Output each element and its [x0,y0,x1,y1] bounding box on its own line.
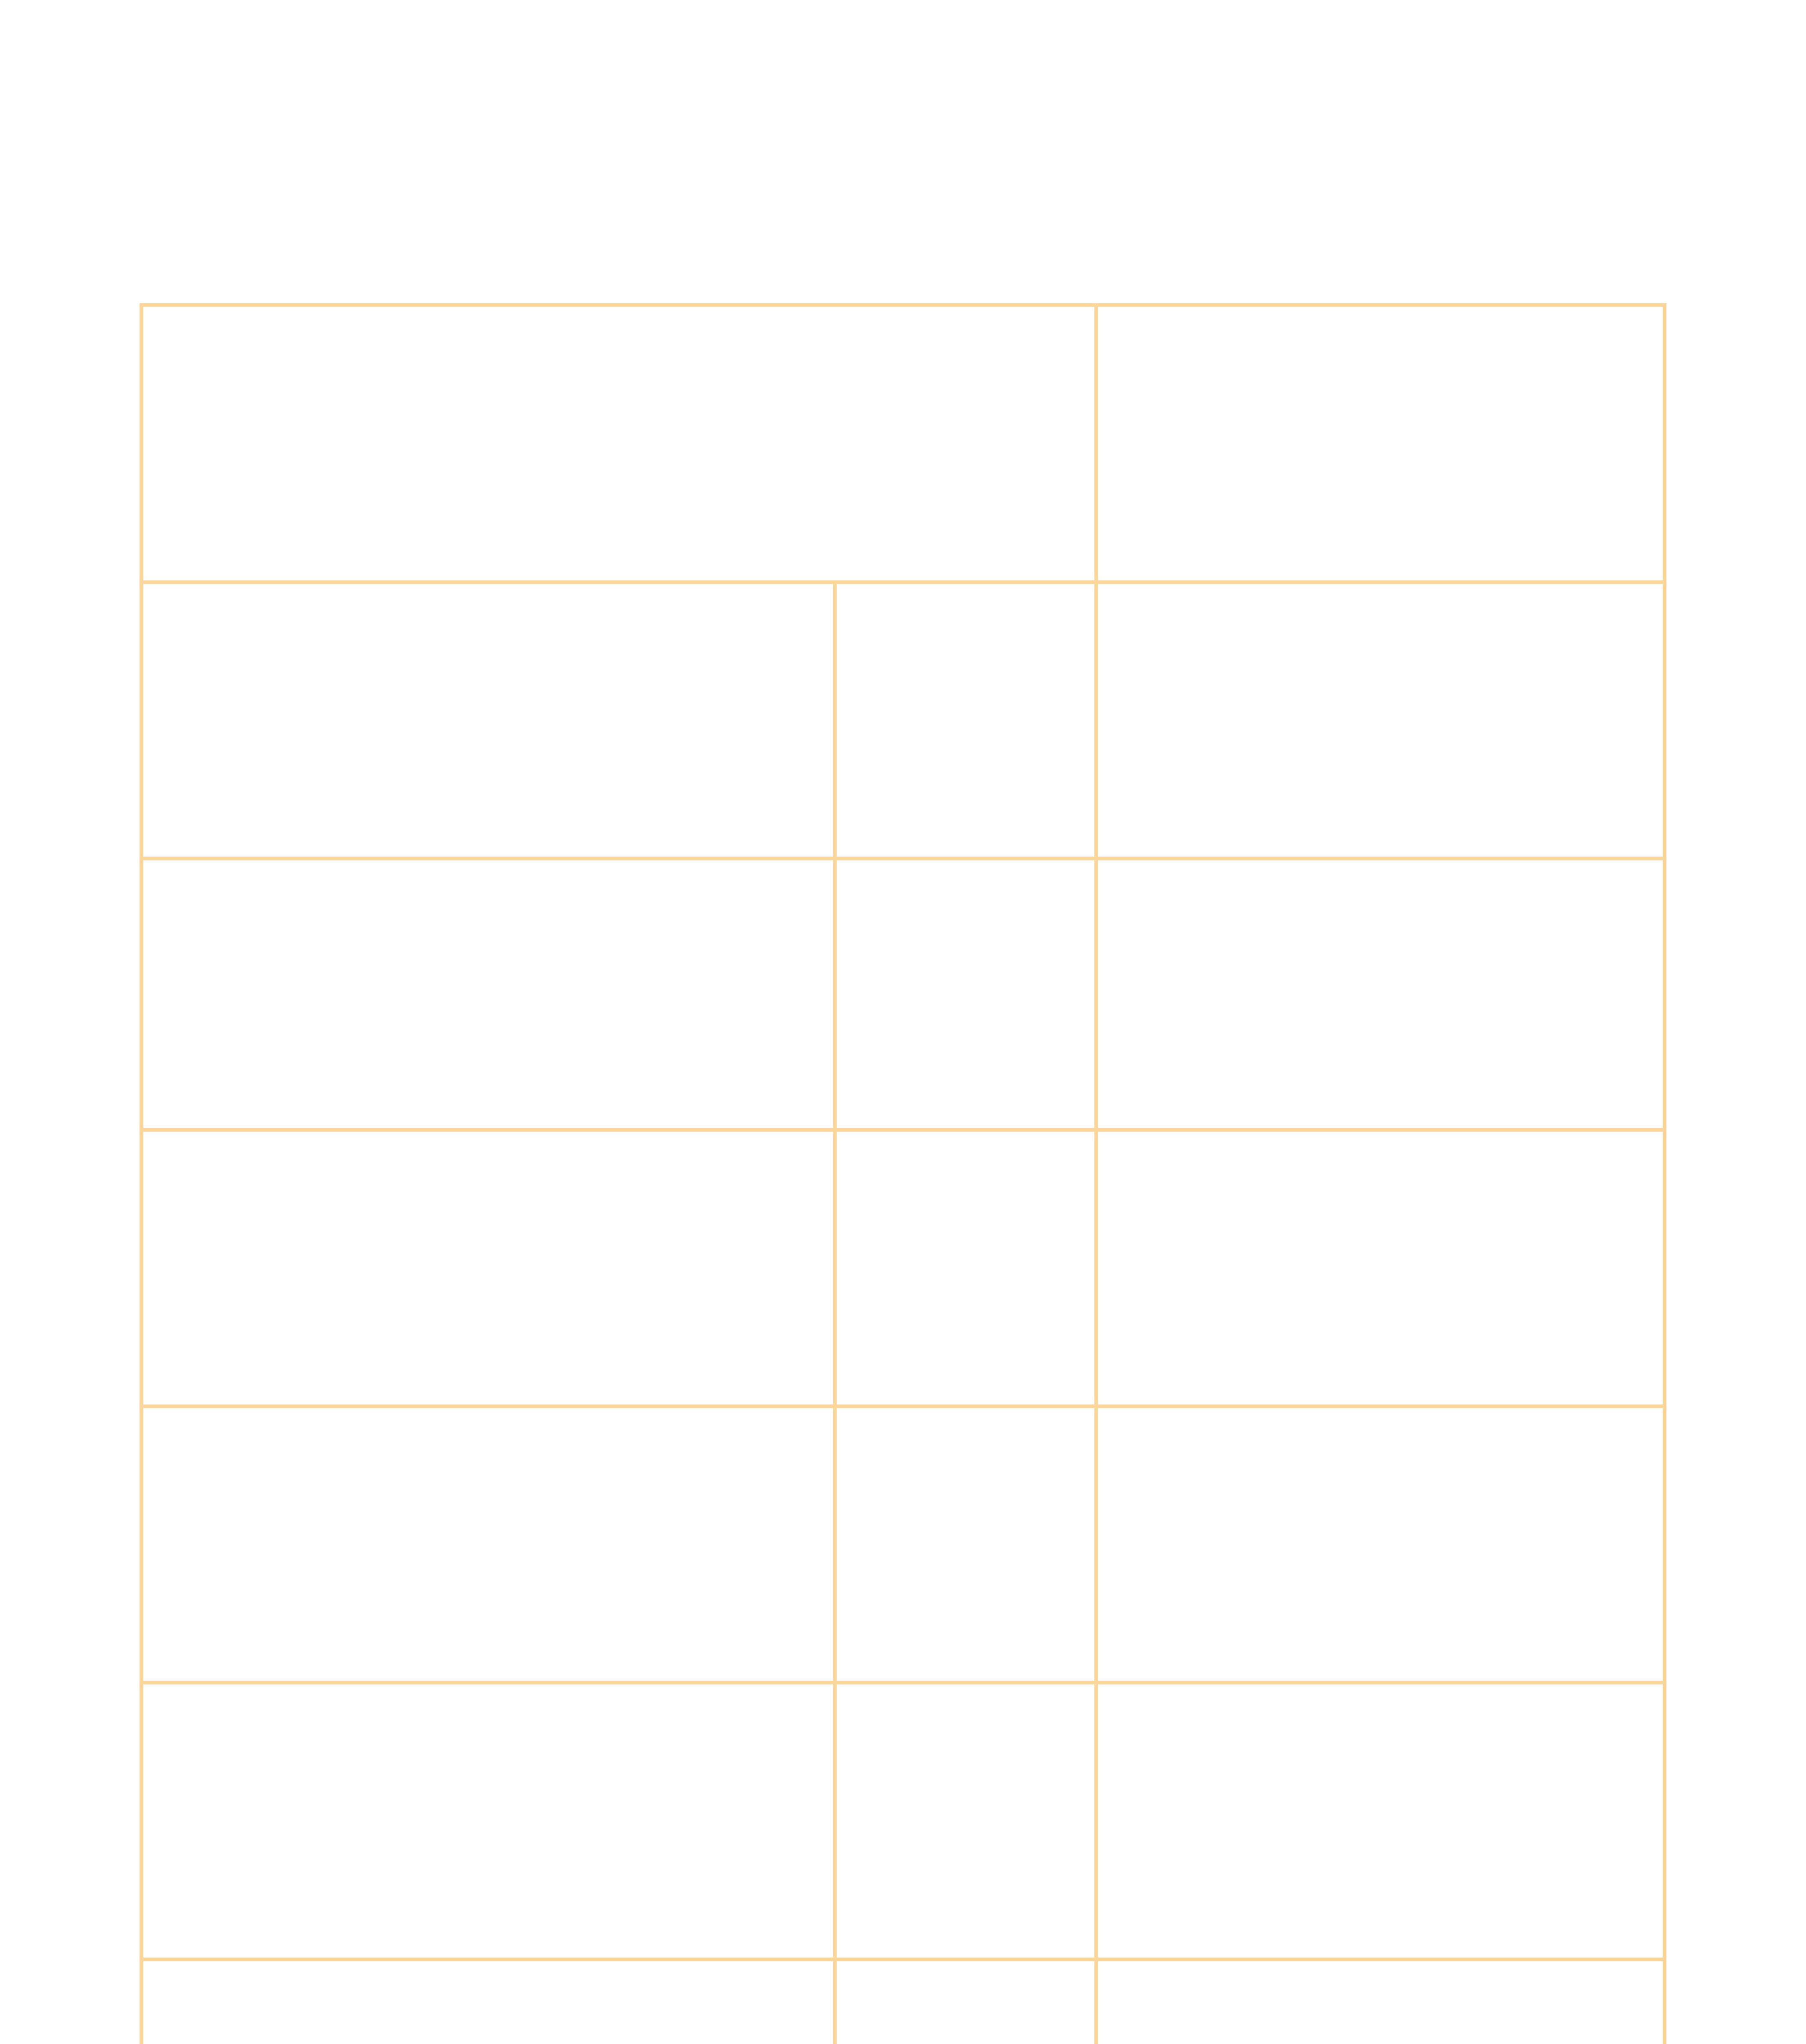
table-outer-border [141,305,1665,2044]
